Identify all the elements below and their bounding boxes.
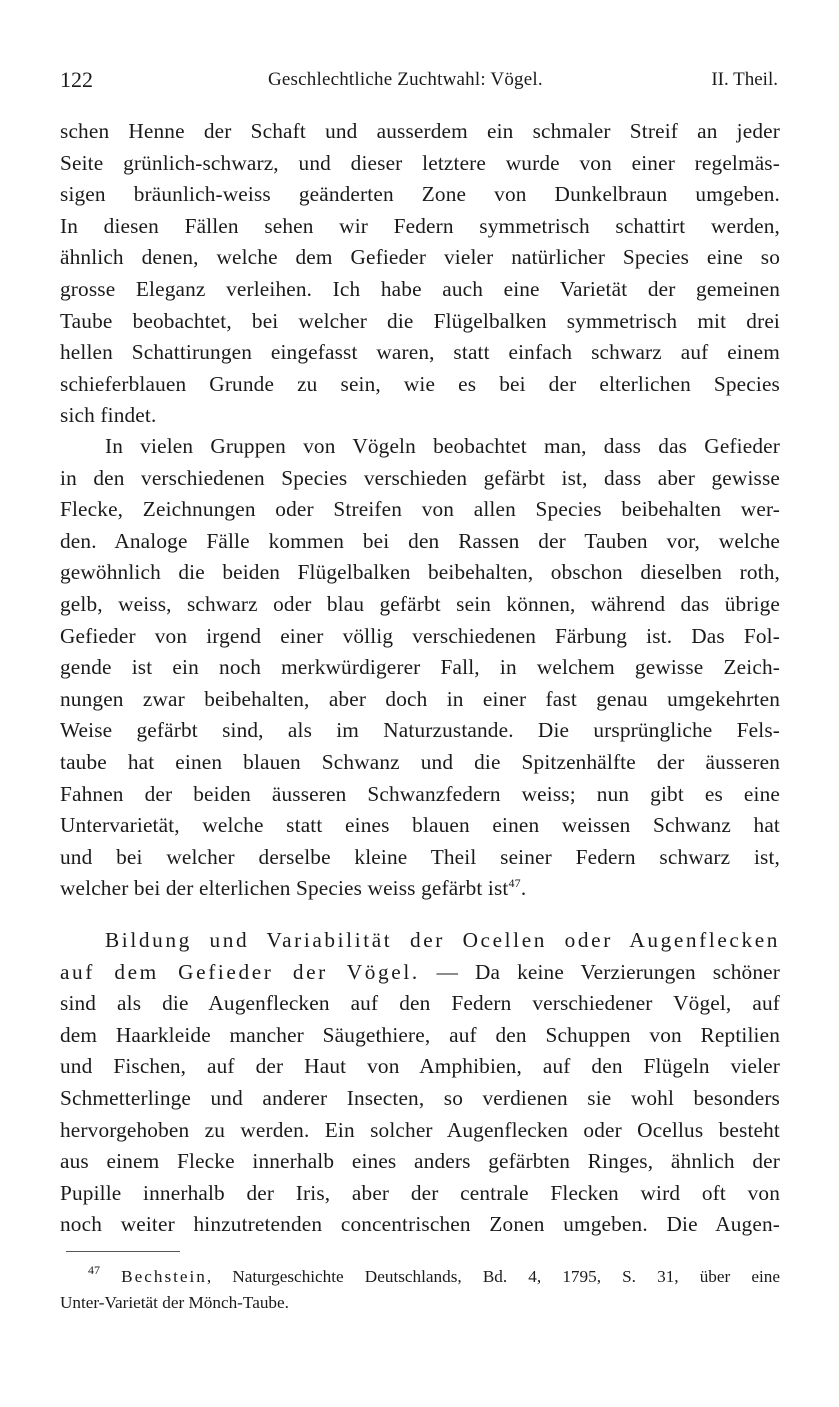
text-line: Gefieder von irgend einer völlig verschiedenen Färbung ist. Das Fol- — [60, 623, 780, 648]
paragraph-2 — [60, 431, 780, 905]
paragraph-3 — [60, 925, 780, 1241]
text-line: In vielen Gruppen von Vögeln beobachtet man, dass das Gefieder — [105, 434, 780, 458]
running-title: Geschlechtliche Zuchtwahl: Vögel. — [268, 69, 543, 90]
text-line: sich findet. — [60, 403, 157, 428]
footnote-divider — [66, 1251, 180, 1252]
text-line: dem Haarkleide mancher Säugethiere, auf den Schuppen von Reptilien — [60, 1022, 780, 1047]
text-line: nungen zwar beibehalten, aber doch in einer fast genau umgekehrten — [60, 686, 780, 711]
footnote-text: , Naturgeschichte Deutschlands, Bd. 4, 1795, S. 31, über eine — [206, 1267, 780, 1286]
text-line: In diesen Fällen sehen wir Federn symmetrisch schattirt werden, — [60, 213, 780, 238]
section-heading-line: Bildung und Variabilität der Ocellen oder Augenflecken — [105, 928, 780, 952]
part-label: II. Theil. — [711, 69, 778, 90]
text-line: grosse Eleganz verleihen. Ich habe auch eine Varietät der gemeinen — [60, 276, 780, 301]
footnote-reference[interactable]: 47 — [508, 876, 521, 891]
text-line: Fahnen der beiden äusseren Schwanzfedern weiss; nun gibt es eine — [60, 781, 780, 806]
text-line: schen Henne der Schaft und ausserdem ein schmaler Streif an jeder — [60, 119, 780, 143]
text-line: sigen bräunlich-weiss geänderten Zone von Dunkelbraun umgeben. — [60, 182, 780, 207]
text-line: Untervarietät, welche statt eines blauen einen weissen Schwanz hat — [60, 813, 780, 838]
running-header — [60, 66, 780, 94]
footnote — [60, 1264, 780, 1316]
text-fragment: — Da keine Verzierungen schöner — [419, 959, 780, 984]
text-line: und bei welcher derselbe kleine Theil seiner Federn schwarz ist, — [60, 844, 780, 869]
text-line: gewöhnlich die beiden Flügelbalken beibehalten, obschon dieselben roth, — [60, 560, 780, 585]
text-line: in den verschiedenen Species verschieden gefärbt ist, dass aber gewisse — [60, 465, 780, 490]
paragraph-1 — [60, 116, 780, 432]
text-line: ähnlich denen, welche dem Gefieder vieler natürlicher Species eine so — [60, 245, 780, 270]
text-fragment: . — [520, 876, 527, 901]
text-line: gende ist ein noch merkwürdigerer Fall, in welchem gewisse Zeich- — [60, 655, 780, 680]
page-number: 122 — [60, 67, 93, 92]
text-line — [60, 957, 780, 989]
footnote-line — [60, 1264, 780, 1290]
footnote-author: Bechstein — [121, 1267, 207, 1286]
text-line: den. Analoge Fälle kommen bei den Rassen der Tauben vor, welche — [60, 528, 780, 553]
footnote-number: 47 — [88, 1263, 100, 1277]
text-line: gelb, weiss, schwarz oder blau gefärbt sein können, während das übrige — [60, 591, 780, 616]
text-line: sind als die Augenflecken auf den Federn verschiedener Vögel, auf — [60, 991, 780, 1016]
text-line: taube hat einen blauen Schwanz und die Spitzenhälfte der äusseren — [60, 749, 780, 774]
footnote-line: Unter-Varietät der Mönch-Taube. — [60, 1293, 289, 1312]
text-line: noch weiter hinzutretenden concentrischen Zonen umgeben. Die Augen- — [60, 1212, 780, 1237]
text-line: Flecke, Zeichnungen oder Streifen von allen Species beibehalten wer- — [60, 497, 780, 522]
text-line — [60, 873, 780, 905]
text-line: Weise gefärbt sind, als im Naturzustande. Die ursprüngliche Fels- — [60, 718, 780, 743]
text-line: schieferblauen Grunde zu sein, wie es bei der elterlichen Species — [60, 371, 780, 396]
text-line: hervorgehoben zu werden. Ein solcher Augenflecken oder Ocellus besteht — [60, 1117, 780, 1142]
text-line: Taube beobachtet, bei welcher die Flügelbalken symmetrisch mit drei — [60, 308, 780, 333]
section-heading-line: auf dem Gefieder der Vögel. — [60, 959, 420, 984]
text-line: und Fischen, auf der Haut von Amphibien, auf den Flügeln vieler — [60, 1054, 780, 1079]
text-fragment: welcher bei der elterlichen Species weiss gefärbt ist — [60, 876, 509, 901]
text-line: aus einem Flecke innerhalb eines anders gefärbten Ringes, ähnlich der — [60, 1149, 780, 1174]
text-line: Pupille innerhalb der Iris, aber der centrale Flecken wird oft von — [60, 1180, 780, 1205]
text-line: Schmetterlinge und anderer Insecten, so verdienen sie wohl besonders — [60, 1085, 780, 1110]
text-line: hellen Schattirungen eingefasst waren, statt einfach schwarz auf einem — [60, 340, 780, 365]
text-line: Seite grünlich-schwarz, und dieser letztere wurde von einer regelmäs- — [60, 150, 780, 175]
